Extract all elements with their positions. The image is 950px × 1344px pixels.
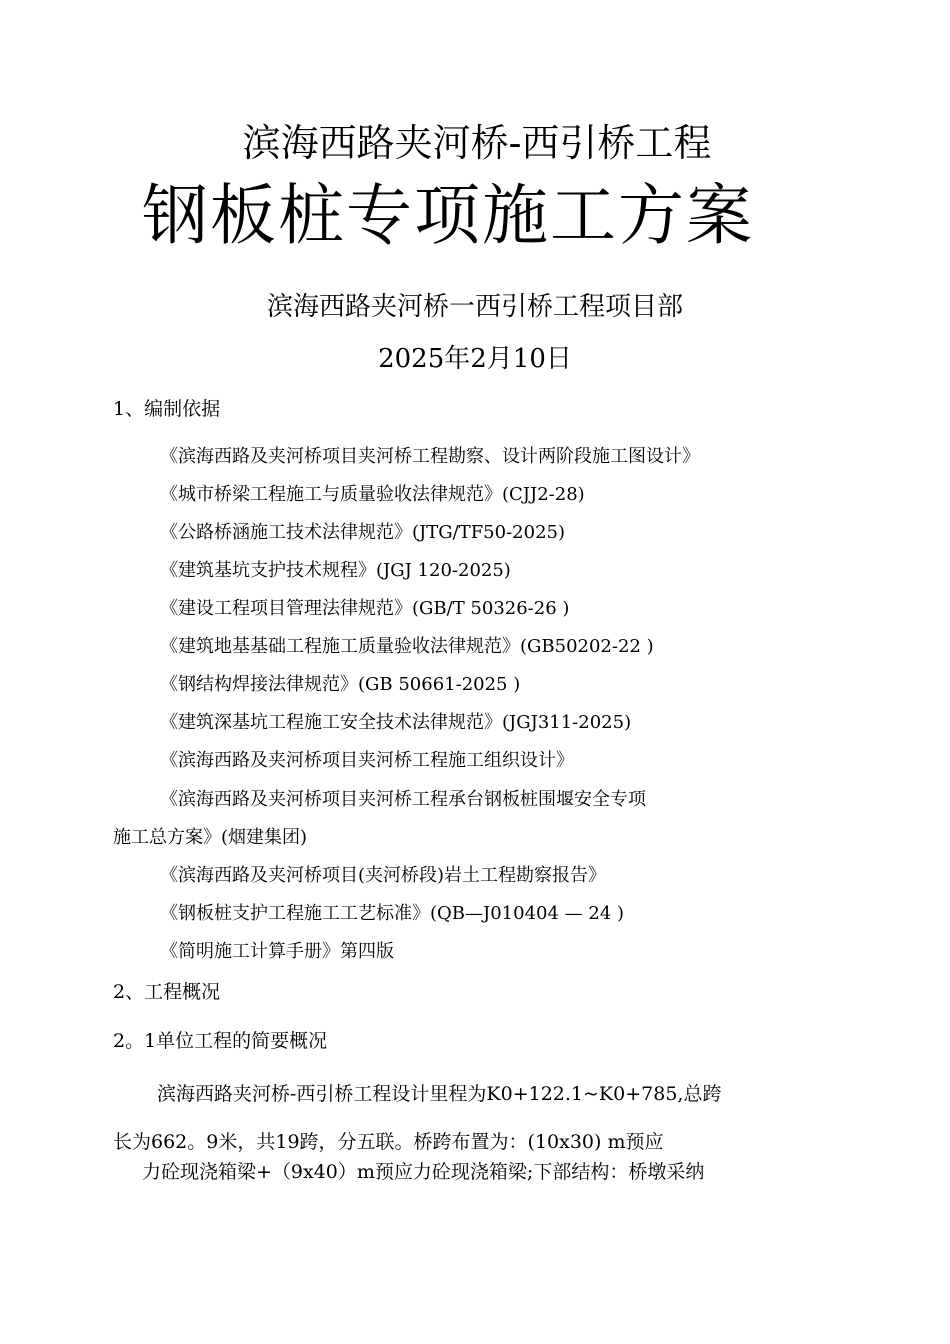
- document-subtitle: 滨海西路夹河桥-西引桥工程: [242, 121, 712, 165]
- paragraph-line: 力砼现浇箱梁+（9x40）m预应力砼现浇箱梁;下部结构：桥墩采纳: [142, 1161, 705, 1183]
- reference-item-continuation: 施工总方案》(烟建集团): [113, 827, 308, 848]
- reference-item: 《城市桥梁工程施工与质量验收法律规范》(CJJ2-28): [160, 484, 585, 505]
- reference-item: 《简明施工计算手册》第四版: [160, 941, 394, 962]
- paragraph-line: 长为662。9米，共19跨，分五联。桥跨布置为：(10x30) m预应: [113, 1131, 664, 1153]
- reference-item: 《公路桥涵施工技术法律规范》(JTG/TF50-2025): [160, 522, 565, 543]
- reference-item: 《钢板桩支护工程施工工艺标准》(QB—J010404 — 24 ): [160, 903, 625, 924]
- project-department: 滨海西路夹河桥一西引桥工程项目部: [266, 292, 683, 322]
- reference-item: 《滨海西路及夹河桥项目夹河桥工程施工组织设计》: [160, 750, 574, 771]
- paragraph-line: 滨海西路夹河桥-西引桥工程设计里程为K0+122.1~K0+785,总跨: [157, 1083, 722, 1105]
- section-heading-overview: 2、工程概况: [113, 981, 221, 1003]
- reference-item: 《建设工程项目管理法律规范》(GB/T 50326-26 ): [160, 598, 570, 619]
- reference-item: 《滨海西路及夹河桥项目夹河桥工程勘察、设计两阶段施工图设计》: [160, 446, 700, 467]
- document-date: 2025年2月10日: [378, 344, 572, 374]
- reference-item: 《滨海西路及夹河桥项目(夹河桥段)岩土工程勘察报告》: [160, 865, 607, 886]
- subsection-heading: 2。1单位工程的简要概况: [113, 1030, 328, 1052]
- reference-item: 《建筑深基坑工程施工安全技术法律规范》(JGJ311-2025): [160, 712, 632, 733]
- reference-item: 《建筑地基基础工程施工质量验收法律规范》(GB50202-22 ): [160, 636, 654, 657]
- section-heading-basis: 1、编制依据: [113, 398, 221, 420]
- document-title: 钢板桩专项施工方案: [142, 177, 754, 254]
- reference-item: 《钢结构焊接法律规范》(GB 50661-2025 ): [160, 674, 521, 695]
- reference-item: 《建筑基坑支护技术规程》(JGJ 120-2025): [160, 560, 511, 581]
- reference-item: 《滨海西路及夹河桥项目夹河桥工程承台钢板桩围堰安全专项: [160, 789, 646, 810]
